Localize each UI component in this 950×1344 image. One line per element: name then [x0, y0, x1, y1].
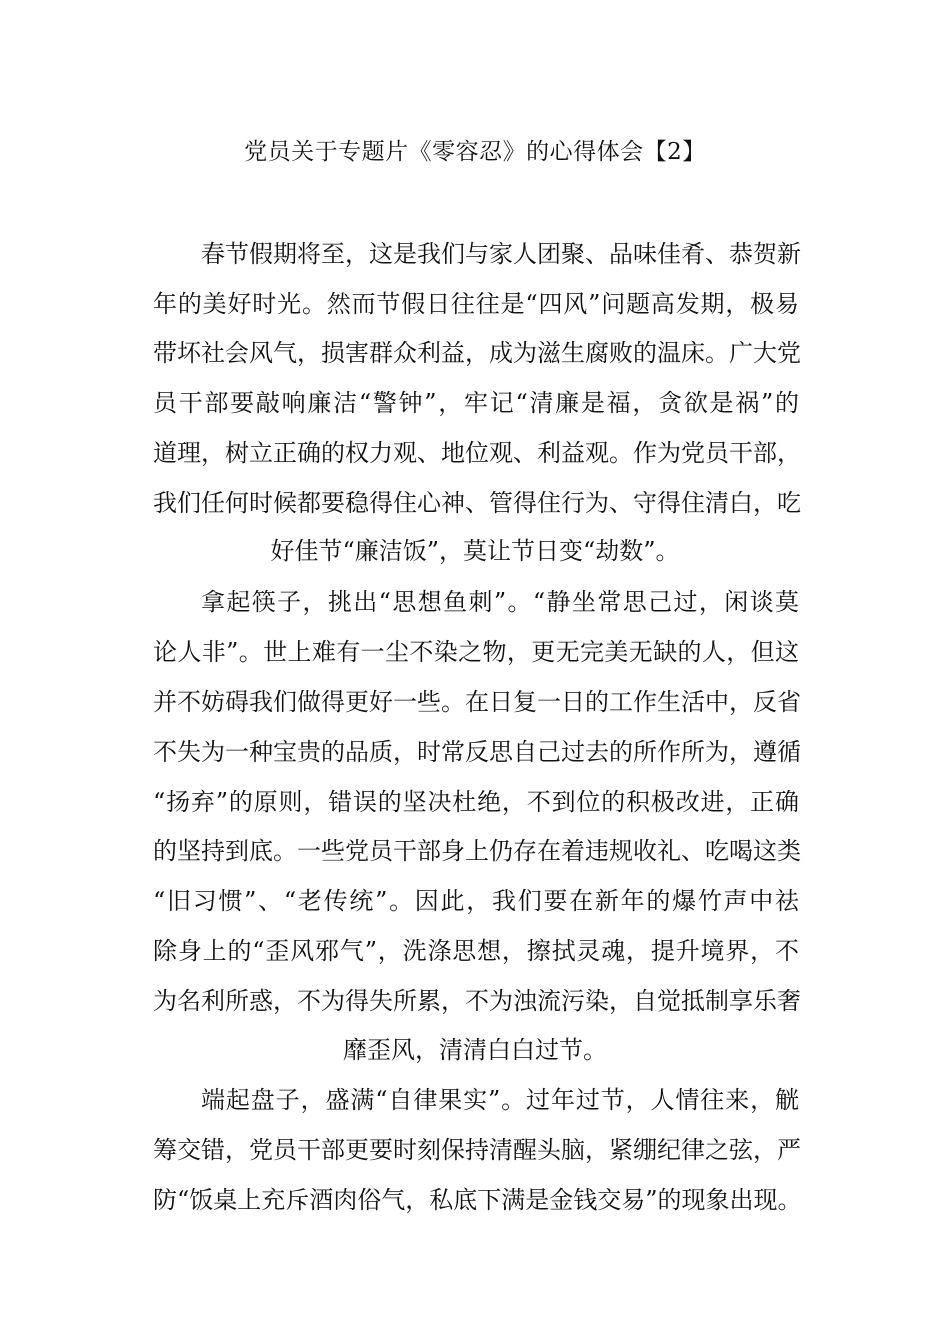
text-line: 春节假期将至，这是我们与家人团聚、品味佳肴、恭贺新 [201, 240, 801, 268]
text-line: 论人非”。世上难有一尘不染之物，更无完美无缺的人，但这 [153, 638, 799, 666]
text-line: 好佳节“廉洁饭”，莫让节日变“劫数”。 [270, 537, 680, 565]
text-line: “旧习惯”、“老传统”。因此，我们要在新年的爆竹声中祛 [153, 887, 799, 915]
text-line: 员干部要敲响廉洁“警钟”，牢记“清廉是福，贪欲是祸”的 [153, 389, 799, 417]
document-title: 党员关于专题片《零容忍》的心得体会【2】 [244, 139, 706, 165]
text-line: 年的美好时光。然而节假日往往是“四风”问题高发期，极易 [153, 290, 799, 318]
text-line: 并不妨碍我们做得更好一些。在日复一日的工作生活中，反省 [153, 688, 801, 716]
text-line: 的坚持到底。一些党员干部身上仍存在着违规收礼、吃喝这类 [153, 837, 801, 865]
text-line: 带坏社会风气，损害群众利益，成为滋生腐败的温床。广大党 [153, 339, 801, 367]
text-line: 不失为一种宝贵的品质，时常反思自己过去的所作所为，遵循 [153, 738, 801, 766]
text-line: 端起盘子，盛满“自律果实”。过年过节，人情往来，觥 [201, 1086, 799, 1114]
text-line: 道理，树立正确的权力观、地位观、利益观。作为党员干部， [153, 439, 801, 467]
text-line: 我们任何时候都要稳得住心神、管得住行为、守得住清白，吃 [153, 489, 801, 517]
text-line: “扬弃”的原则，错误的坚决杜绝，不到位的积极改进，正确 [153, 788, 799, 816]
text-line: 为名利所惑，不为得失所累，不为浊流污染，自觉抵制享乐奢 [153, 987, 801, 1015]
text-line: 拿起筷子，挑出“思想鱼刺”。“静坐常思己过，闲谈莫 [201, 588, 799, 616]
text-line: 除身上的“歪风邪气”，洗涤思想，擦拭灵魂，提升境界，不 [153, 937, 799, 965]
text-line: 筹交错，党员干部更要时刻保持清醒头脑，紧绷纪律之弦，严 [153, 1136, 801, 1164]
text-line: 防“饭桌上充斥酒肉俗气，私底下满是金钱交易”的现象出现。 [153, 1186, 802, 1214]
text-line: 靡歪风，清清白白过节。 [343, 1036, 607, 1064]
